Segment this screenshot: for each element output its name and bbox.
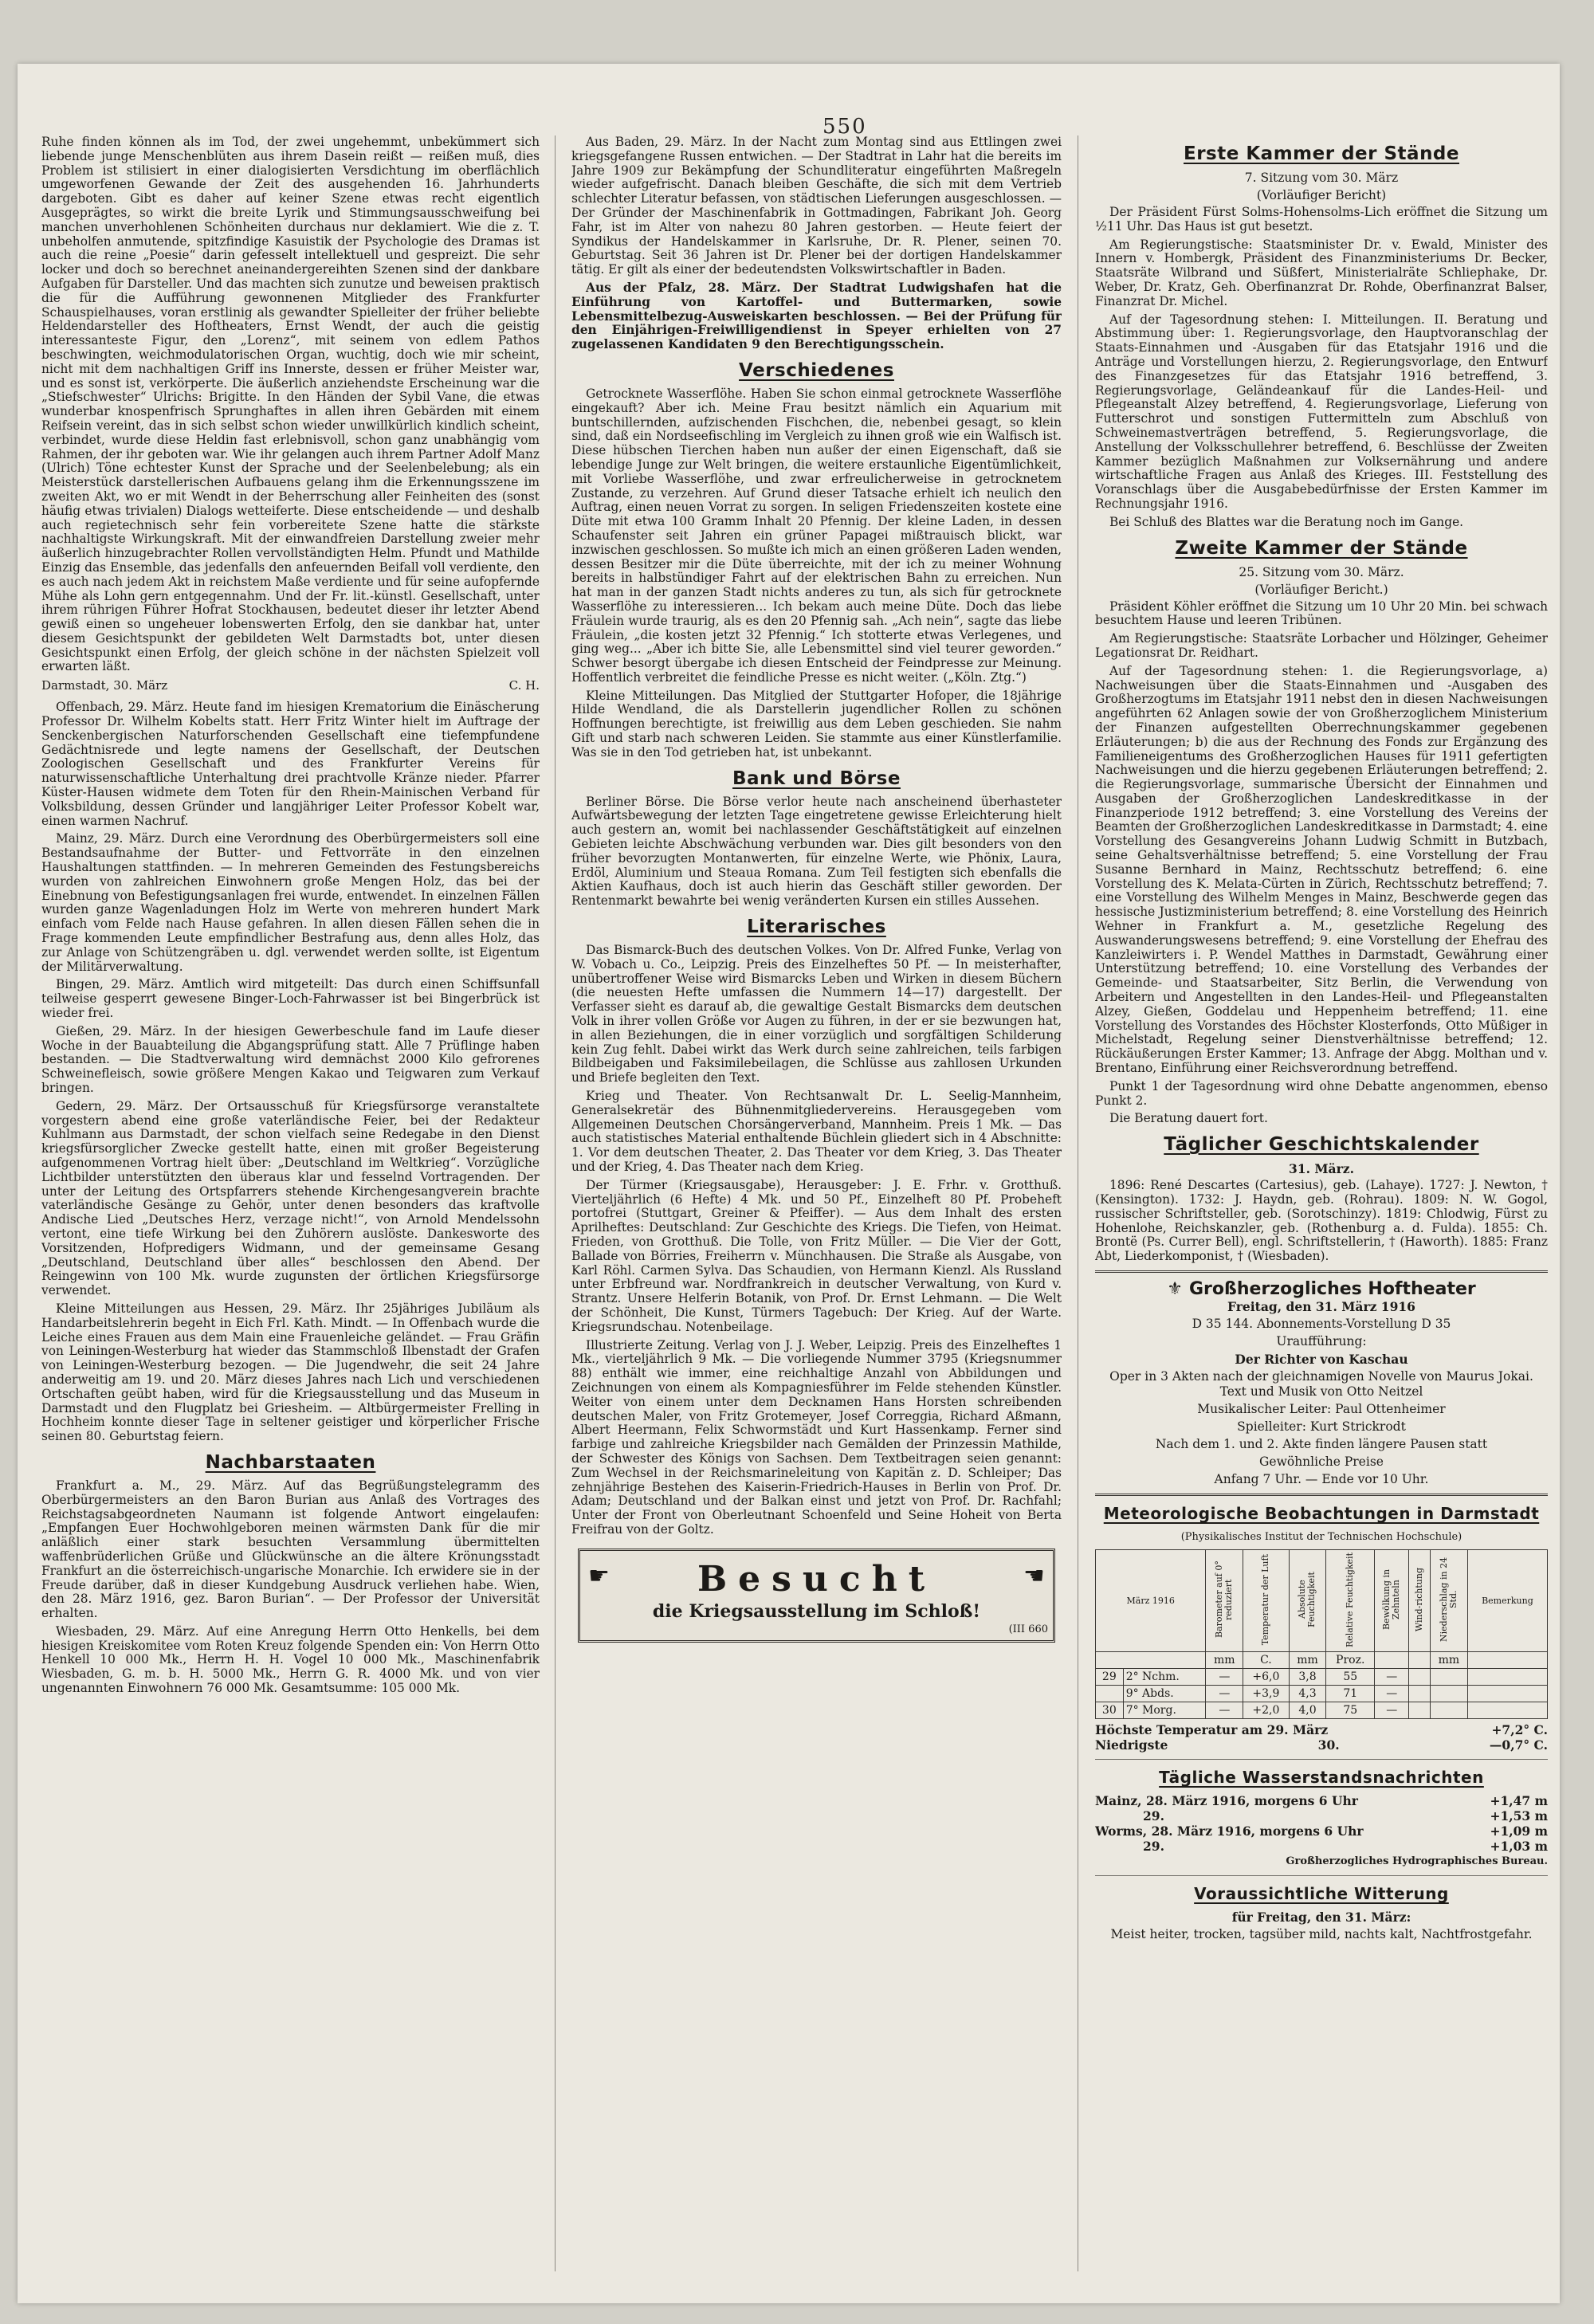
weather-cell: 75 [1326, 1702, 1375, 1719]
news-giessen: Gießen, 29. März. In der hiesigen Gewerbeschule fand im Laufe dieser Woche in der Bauabteilung die Abgangsprüfung statt. Alle 7 Prüflinge haben bestanden. — Die Stadtverwaltung wird demnächst 2000 Kilo gefrorenes Schweinefleisch, sowie größere Mengen Kakao und Teigwaren zum Verkauf bringen. [41, 1023, 540, 1095]
weather-header: Niederschlag in 24 Std. [1430, 1550, 1467, 1652]
weather-cell: — [1206, 1669, 1243, 1686]
weather-unit [1375, 1652, 1409, 1669]
first-body: Bei Schluß des Blattes war die Beratung noch im Gange. [1109, 514, 1464, 529]
second-body: Präsident Köhler eröffnet die Sitzung um 10 Uhr 20 Min. bei schwach besuchtem Hause und leeren Tribünen. [1095, 599, 1548, 628]
divider [1095, 1875, 1548, 1876]
column-right [1095, 135, 1548, 2279]
weather-unit: Proz. [1326, 1652, 1375, 1669]
second-body: Auf der Tagesordnung stehen: 1. die Regierungsvorlage, a) Nachweisungen über die Staats-Einnahmen und -Ausgaben des Großherzogtums im Etatsjahr 1911 nebst den in diesen Nachweisungen angeführten 62 Anlagen sowie der von Großherzoglichem Ministerium der Finanzen aufgestellten Oberrechnungskammer gegebenen Erläuterungen; b) die aus der Rechnung des Fonds zur Ergänzung des Familieneigentums des Großherzoglichen Hauses für 1911 gefertigten Nachweisungen und die hierzu gegebenen Erläuterungen betreffend; 2. die Regierungsvorlage, summarische Übersicht der Einnahmen und Ausgaben der Großherzoglichen Landeskreditkasse in der Finanzperiode 1912 betreffend; 3. eine Vorstellung des Vereins der Beamten der Großherzoglichen Landeskreditkasse in Darmstadt; 4. eine Vorstellung des Gesangvereins Johann Ludwig Schmitt in Butzbach, seine Gehaltsverhältnisse betreffend; 5. eine Vorstellung der Frau Susanne Bernhard in Mainz, Rechtsschutz betreffend; 6. eine Vorstellung des K. Melata-Cürten in Zürich, Rechtsschutz betreffend; 7. eine Vorstellung des Wilhelm Menges in Mainz, Beschwerde gegen das hessische Justizministerium betreffend; 8. eine Vorstellung des Heinrich Wehner in Frankfurt a. M., gesetzliche Regelung des Auswanderungswesens betreffend; 9. eine Vorstellung der Ehefrau des Kanzleiwirters i. P. Wendel Matthes in Darmstadt, Gewährung einer Unterstützung betreffend; 10. eine Vorstellung des Verbandes der Gemeinde- und Staatsarbeiter, Sitz Berlin, die Verwendung von Arbeitern und Angestellten in den Landes-Heil- und Pflegeanstalten Alzey, Gießen, Goddelau und Heppenheim betreffend; 11. eine Vorstellung des Vorstandes des Höchster Klosterfonds, Otto Müßiger in Michelstadt, Regelung seiner Dienstverhältnisse betreffend; 12. Rückäußerungen Erster Kammer; 13. Anfrage der Abgg. Molthan und v. Brentano, Einführung einer Reichsverordnung betreffend. [1095, 663, 1548, 1076]
advertisement-kriegsausstellung [578, 1549, 1055, 1643]
divider [1095, 1759, 1548, 1760]
weather-cell [1430, 1702, 1467, 1719]
weather-cell: +3,9 [1243, 1686, 1289, 1702]
table-row [1096, 1686, 1548, 1702]
first-body: Der Präsident Fürst Solms-Hohensolms-Lich eröffnet die Sitzung um ½11 Uhr. Das Haus ist gut besetzt. [1095, 205, 1548, 234]
weather-time: 7° Morg. [1123, 1702, 1206, 1719]
pointing-hand-icon: ☛ [588, 1561, 610, 1590]
second-session: 25. Sitzung vom 30. März. [1239, 564, 1404, 579]
bank-boerse: Berliner Börse. Die Börse verlor heute nach anscheinend überhasteter Aufwärtsbewegung der letzten Tage eingetretene gewisse Erleichterung hielt auch gestern an, womit bei nachlassender Geschäftstätigkeit auf einzelnen Gebieten leichte Abschwächung verbunden war. Dies gilt besonders von den früher bevorzugten Montanwerten, für einzelne Werte, wie Phönix, Laura, Erdöl, Aluminium und Steaua Romana. Zum Teil festigten sich ebenfalls die Aktien Kaufhaus, doch ist auch hierin das Geschäft stiller geworden. Der Rentenmarkt bewahrte bei wenig veränderten Kursen ein stilles Aussehen. [571, 794, 1062, 909]
theater-desc: Musikalischer Leiter: Paul Ottenheimer [1197, 1402, 1446, 1416]
section-title-literarisches: Literarisches [747, 917, 886, 938]
weather-unit: mm [1430, 1652, 1467, 1669]
weather-header: Bewölkung in Zehnteln [1375, 1550, 1409, 1652]
misc-wasserfloehe: Getrocknete Wasserflöhe. Haben Sie schon einmal getrocknete Wasserflöhe eingekauft? Aber ich. Meine Frau besitzt nämlich ein Aquarium mit buntschillernden, aufzischenden Fischchen, die, nebenbei gesagt, so klein sind, daß ein Nordseefischling im Vergleich zu ihnen groß wie ein Walfisch ist. Diese hübschen Tierchen haben nun außer der einen Eigenschaft, daß sie lebendige Junge zur Welt bringen, die weitere erstaunliche Eigentümlichkeit, mit Vorliebe Wasserflöhe, und zwar erfreulicherweise in getrocknetem Zustande, zu verzehren. Auf Grund dieser Tatsache erhielt ich neulich den Auftrag, einen neuen Vorrat zu sorgen. In seligen Friedenszeiten kostete eine Düte mit etwa 100 Gramm Inhalt 20 Pfennig. Der kleine Laden, in dessen Schaufenster seit Jahren ein grüner Papagei mißtrauisch blickt, war inzwischen geschlossen. So mußte ich mich an einen größeren Laden wenden, dessen Besitzer mir die Düte überreichte, mit der ich zu meiner Wohnung bereits in halbstündiger Fahrt auf der elektrischen Bahn zu erreichen. Nun hat man in der ganzen Stadt nichts anderes zu tun, als sich für getrocknete Wasserflöhe zu interessieren... Ich bekam auch meine Düte. Doch das liebe Fräulein wurde traurig, als es den 20 Pfennig sah. „Ach nein“, sagte das liebe Fräulein, „die kosten jetzt 32 Pfennig.“ Ich stotterte etwas Verlegenes, und ging weg... „Aber ich bitte Sie, alle Lebensmittel sind viel teurer geworden.“ Schwer besorgt übergabe ich diesen Entscheid der Feindpresse zur Meinung. Hoffentlich verbreitet die feindliche Presse es nicht weiter. („Köln. Ztg.“) [571, 386, 1062, 685]
weather-units-row [1096, 1652, 1548, 1669]
news-pfalz: Aus der Pfalz, 28. März. Der Stadtrat Ludwigshafen hat die Einführung von Kartoffel- und Buttermarken, sowie Lebensmittelbezug-Ausweiskarten beschlossen. — Bei der Prüfung für den Einjährigen-Freiwilligendienst in Speyer erhielten von 27 zugelassenen Kandidaten 9 den Berechtigungsschein. [571, 280, 1062, 352]
theater-subscription: D 35 144. Abonnements-Vorstellung D 35 [1192, 1317, 1451, 1331]
weather-cell [1467, 1702, 1547, 1719]
section-title-kalender: Täglicher Geschichtskalender [1164, 1134, 1479, 1156]
theater-times: Anfang 7 Uhr. — Ende vor 10 Uhr. [1214, 1472, 1429, 1486]
weather-cell: +2,0 [1243, 1702, 1289, 1719]
news-offenbach: Offenbach, 29. März. Heute fand im hiesigen Krematorium die Einäscherung Professor Dr. Wilhelm Kobelts statt. Herr Fritz Winter hielt im Auftrage der Senckenbergischen Naturforschenden Gesellschaft eine tiefempfundene Gedächtnisrede und legte namens der Gesellschaft, der Deutschen Zoologischen Gesellschaft und des Frankfurter Vereins für naturwissenschaftliche Unterhaltung drei prachtvolle Kränze nieder. Pfarrer Küster-Hausen widmete dem Toten für den Rhein-Mainischen Verband für Volksbildung, dessen Gründer und langjähriger Leiter Professor Kobelt war, einen warmen Nachruf. [41, 700, 540, 828]
section-title-bank: Bank und Börse [732, 767, 901, 789]
weather-subtitle: (Physikalisches Institut der Technischen Hochschule) [1180, 1531, 1462, 1543]
section-title-wetter: Meteorologische Beobachtungen in Darmstadt [1103, 1504, 1540, 1523]
weather-header: Absolute Feuchtigkeit [1289, 1550, 1326, 1652]
lit-krieg-theater: Krieg und Theater. Von Rechtsanwalt Dr. L. Seelig-Mannheim, Generalsekretär des Bühnenmitgliedervereins. Herausgegeben vom Allgemeinen Deutschen Chorsängerverband, Mannheim. Preis 1 Mk. — Das auch statistisches Material enthaltende Büchlein gliedert sich in 4 Abschnitte: 1. Vor dem deutschen Theater, 2. Das Theater vor dem Krieg, 3. Das Theater und der Krieg, 4. Das Theater nach dem Krieg. [571, 1089, 1062, 1174]
weather-cell: +6,0 [1243, 1669, 1289, 1686]
calendar-body: 1896: René Descartes (Cartesius), geb. (Lahaye). 1727: J. Newton, † (Kensington). 1732: J. Haydn, geb. (Rohrau). 1809: N. W. Gogol, russischer Schriftsteller, geb. (Sorotschinzy). 1819: Chlodwig, Fürst zu Hohenlohe, Reichskanzler, geb. (Rothenburg a. d. Fulda). 1855: Ch. Brontë (Ps. Currer Bell), engl. Schriftstellerin, † (Haworth). 1885: Franz Abt, Liederkomponist, † (Wiesbaden). [1095, 1178, 1548, 1264]
water-row: 29. +1,03 m [1143, 1839, 1548, 1854]
column-left [41, 135, 540, 2279]
first-session: 7. Sitzung vom 30. März [1244, 171, 1399, 185]
page-number: 550 [823, 115, 867, 139]
weather-low: Niedrigste 30. —0,7° C. [1095, 1737, 1548, 1753]
weather-unit: mm [1289, 1652, 1326, 1669]
forecast-text: Meist heiter, trocken, tagsüber mild, nachts kalt, Nachtfrostgefahr. [1110, 1927, 1533, 1941]
misc-kleine-mitteilungen: Kleine Mitteilungen. Das Mitglied der Stuttgarter Hofoper, die 18jährige Hilde Wendland, die als Darstellerin jugendlicher Rollen zu schönen Hoffnungen berechtigte, ist freiwillig aus dem Leben geschieden. Sie nahm Gift und starb nach schweren Leiden. Sie stammte aus einer Künstlerfamilie. Was sie in den Tod getrieben hat, ist unbekannt. [571, 688, 1062, 760]
lit-illustrierte: Illustrierte Zeitung. Verlag von J. J. Weber, Leipzig. Preis des Einzelheftes 1 Mk., vierteljährlich 9 Mk. — Die vorliegende Nummer 3795 (Kriegsnummer 88) enthält wie immer, eine reichhaltige Anzahl von Abbildungen und Zeichnungen von einem als Kompagniesführer im Felde stehenden Künstler. Weiter von einem unter dem Decknamen Hans Horsten schreibenden deutschen Maler, von Fritz Grotemeyer, Josef Correggia, Richard Aßmann, Albert Heermann, Felix Schwormstädt und Kurt Hassenkamp. Ferner sind farbige und zahlreiche Kriegsbilder nach Gemälden der Prinzessin Mathilde, der Schwester des Königs von Sachsen. Dem Textbeitragen seien genannt: Zum Wechsel in der Reichsmarineleitung von Kapitän z. D. Schleiper; Das zehnjährige Bestehen des Kaiserin-Friedrich-Hauses in Berlin von Prof. Dr. Adam; Deutschland und der Balkan einst und jetzt von Prof. Dr. Rachfahl; Unter der Front von Oberleutnant Schoenfeld und Seine Hoheit von Berta Freifrau von der Goltz. [571, 1337, 1062, 1537]
weather-cell [1467, 1686, 1547, 1702]
weather-day [1096, 1686, 1124, 1702]
weather-cell [1430, 1686, 1467, 1702]
divider [1095, 1494, 1548, 1496]
weather-table [1095, 1549, 1548, 1719]
section-title-witterung: Voraussichtliche Witterung [1194, 1884, 1449, 1903]
weather-cell: — [1375, 1686, 1409, 1702]
column-divider [555, 135, 556, 2271]
second-body: Am Regierungstische: Staatsräte Lorbacher und Hölzinger, Geheimer Legationsrat Dr. Reidhart. [1095, 631, 1548, 660]
table-row [1096, 1669, 1548, 1686]
news-frankfurt: Frankfurt a. M., 29. März. Auf das Begrüßungstelegramm des Oberbürgermeisters an den Baron Burian aus Anlaß des Vortrages des Reichstagsabgeordneten Naumann ist folgende Antwort eingelaufen: „Empfangen Euer Hochwohlgeboren meinen wärmsten Dank für die mir anläßlich einer stark besuchten Versammlung übermittelten waffenbrüderlichen Grüße und Glückwünsche an die ältere Krönungsstadt Frankfurt an die österreichisch-ungarische Monarchie. Ich erwidere sie in der Freude darüber, daß in dieser Kundgebung Ausdruck verliehen habe. Wien, den 28. März 1916, gez. Baron Burian“. — Der Professor der Universität erhalten. [41, 1478, 540, 1621]
theater-desc: Oper in 3 Akten nach der gleichnamigen Novelle von Maurus Jokai. Text und Musik von Otto Neitzel [1109, 1369, 1533, 1399]
weather-cell: 4,0 [1289, 1702, 1326, 1719]
theater-emblem-icon: ⚜ [1167, 1279, 1183, 1299]
weather-cell [1409, 1669, 1431, 1686]
first-body: Am Regierungstische: Staatsminister Dr. v. Ewald, Minister des Innern v. Hombergk, Präsident des Finanzministeriums Dr. Becker, Staatsräte Wilbrand und Süßfert, Ministerialräte Schliephake, Dr. Weber, Dr. Kratz, Geh. Oberfinanzrat Dr. Rohde, Oberfinanzrat Balser, Finanzrat Dr. Michel. [1095, 237, 1548, 308]
weather-unit [1409, 1652, 1431, 1669]
weather-unit [1467, 1652, 1547, 1669]
divider [1095, 1270, 1548, 1273]
weather-unit: mm [1206, 1652, 1243, 1669]
forecast-date: für Freitag, den 31. März: [1231, 1910, 1411, 1925]
weather-unit [1096, 1652, 1206, 1669]
calendar-date: 31. März. [1289, 1161, 1354, 1177]
section-title-zweite-kammer: Zweite Kammer der Stände [1175, 537, 1468, 559]
newspaper-page [18, 64, 1560, 2303]
lit-tuermer: Der Türmer (Kriegsausgabe), Herausgeber: J. E. Frhr. v. Grotthuß. Vierteljährlich (6 Hefte) 4 Mk. und 50 Pf., Einzelheft 80 Pf. Probeheft portofrei (Stuttgart, Greiner & Pfeiffer). — Aus dem Inhalt des ersten Aprilheftes: Deutschland: Zur Geschichte des Kriegs. Die Tiefen, von Heimat. Frieden, von Grotthuß. Die Tolle, von Fritz Müller. — Die Vier der Gott, Ballade von Börries, Freiherrn v. Münchhausen. Die Straße als Ausgabe, von Karl Röhl. Carmen Sylva. Das Schaudien, von Hermann Kienzl. Als Russland unter Erbfreund war. Nordfrankreich in deutscher Verwaltung, von Kurd v. Strantz. Unsere Helferin Botanik, von Prof. Dr. Ernst Lehmann. — Die Welt der Schönheit, Die Kunst, Türmers Tagebuch: Der Krieg. Auf der Warte. Kriegsrundschau. Notenbeilage. [571, 1177, 1062, 1334]
theater-play: Der Richter von Kaschau [1235, 1352, 1408, 1367]
weather-day: 29 [1096, 1669, 1124, 1686]
weather-time: 9° Abds. [1123, 1686, 1206, 1702]
weather-day: 30 [1096, 1702, 1124, 1719]
theater-date: Freitag, den 31. März 1916 [1227, 1299, 1415, 1314]
theater-prices: Gewöhnliche Preise [1259, 1454, 1384, 1469]
weather-high: Höchste Temperatur am 29. März +7,2° C. [1095, 1722, 1548, 1737]
review-byline [41, 678, 540, 693]
section-title-wasserstand: Tägliche Wasserstandsnachrichten [1159, 1768, 1484, 1787]
section-title-verschiedenes: Verschiedenes [739, 359, 894, 381]
weather-cell [1467, 1669, 1547, 1686]
water-row: Mainz, 28. März 1916, morgens 6 Uhr +1,47 m [1095, 1793, 1548, 1808]
water-row: Worms, 28. März 1916, morgens 6 Uhr +1,09 m [1095, 1823, 1548, 1839]
weather-cell: 3,8 [1289, 1669, 1326, 1686]
weather-header: Wind-richtung [1409, 1550, 1431, 1652]
news-mainz: Mainz, 29. März. Durch eine Verordnung des Oberbürgermeisters soll eine Bestandsaufnahme der Butter- und Fettvorräte in den einzelnen Haushaltungen stattfinden. — In mehreren Gemeinden des Festungsbereichs wurden von zahlreichen Einwohnern große Mengen Holz, das bei der Einebnung von Befestigungsanlagen frei wurde, entwendet. In einzelnen Fällen wurden ganze Wagenladungen Holz im Werte von mehreren hundert Mark einfach vom Felde nach Hause gefahren. In allen diesen Fällen sehen die in Frage kommenden Leute empfindlicher Bestrafung aus, denn alles Holz, das zur Anlage von Schützengräben u. dgl. verwendet werden sollte, ist Eigentum der Militärverwaltung. [41, 831, 540, 974]
weather-cell: 4,3 [1289, 1686, 1326, 1702]
theater-desc: Spielleiter: Kurt Strickrodt [1237, 1419, 1406, 1434]
weather-cell: — [1206, 1702, 1243, 1719]
section-title-erste-kammer: Erste Kammer der Stände [1184, 143, 1459, 164]
table-row [1096, 1702, 1548, 1719]
news-gedern: Gedern, 29. März. Der Ortsausschuß für Kriegsfürsorge veranstaltete vorgestern abend eine große vaterländische Feier, bei der Redakteur Kuhlmann aus Darmstadt, der schon vielfach seine Redegabe in den Dienst kriegsfürsorglicher Zwecke gestellt hatte, einen mit großer Begeisterung aufgenommenen Vortrag hielt über: „Deutschland im Weltkrieg“. Vorzügliche Lichtbilder unterstützten den überaus klar und fesselnd Vortragenden. Der unter der Leitung des Ortspfarrers stehende Kirchengesangverein brachte vaterländische Gesänge zu Gehör, unter denen besonders das kraftvolle Andische Lied „Deutsches Herz, verzage nicht!“, von Arnold Mendelssohn vertont, eine tiefe Wirkung bei den Zuhörern auslöste. Dankesworte des Vorsitzenden, Hofpredigers Widmann, und der gemeinsame Gesang „Deutschland, Deutschland über alles“ beschlossen den Abend. Der Reingewinn von 100 Mk. wurde zugunsten der örtlichen Kriegsfürsorge verwendet. [41, 1098, 540, 1298]
pointing-hand-icon: ☛ [1023, 1561, 1045, 1590]
ad-subtitle: die Kriegsausstellung im Schloß! [652, 1600, 981, 1622]
weather-cell [1430, 1669, 1467, 1686]
theater-notice [1095, 1279, 1548, 1487]
byline-author: C. H. [508, 678, 540, 693]
weather-cell: 71 [1326, 1686, 1375, 1702]
second-body: Punkt 1 der Tagesordnung wird ohne Debatte angenommen, ebenso Punkt 2. [1095, 1078, 1548, 1108]
byline-place: Darmstadt, 30. März [41, 678, 168, 693]
weather-cell [1409, 1702, 1431, 1719]
water-row: 29. +1,53 m [1143, 1808, 1548, 1823]
water-source: Großherzogliches Hydrographisches Bureau. [1286, 1855, 1548, 1867]
weather-header: Bemerkung [1467, 1550, 1547, 1652]
second-note: (Vorläufiger Bericht.) [1254, 582, 1388, 597]
weather-header-row [1096, 1550, 1548, 1652]
weather-cell: 55 [1326, 1669, 1375, 1686]
weather-time: 2° Nchm. [1123, 1669, 1206, 1686]
news-wiesbaden: Wiesbaden, 29. März. Auf eine Anregung Herrn Otto Henkells, bei dem hiesigen Kreiskomitee vom Roten Kreuz folgende Spenden ein: Von Herrn Otto Henkell 10 000 Mk., Herrn H. H. Vogel 10 000 Mk., Maschinenfabrik Wiesbaden, G. m. b. H. 5000 Mk., Herrn G. R. 4000 Mk. und von vier ungenannten Einwohnern 76 000 Mk. Gesamtsumme: 105 000 Mk. [41, 1623, 540, 1696]
ad-code: (III 660 [1008, 1623, 1048, 1635]
first-note: (Vorläufiger Bericht) [1256, 188, 1387, 202]
news-baden: Aus Baden, 29. März. In der Nacht zum Montag sind aus Ettlingen zwei kriegsgefangene Russen entwichen. — Der Stadtrat in Lahr hat die bereits im Jahre 1909 zur Bekämpfung der Schundliteratur eingeführten Maßregeln wieder aufgefrischt. Danach bleiben Geschäfte, die sich mit dem Vertrieb schlechter Literatur befassen, von städtischen Lieferungen ausgeschlossen. — Der Gründer der Maschinenfabrik in Gottmadingen, Fabrikant Joh. Georg Fahr, ist im Alter von nahezu 80 Jahren gestorben. — Heute feiert der Syndikus der Handelskammer in Karlsruhe, Dr. R. Plener, seinen 70. Geburtstag. Seit 36 Jahren ist Dr. Plener bei der dortigen Handelskammer tätig. Er gilt als einer der bedeutendsten Volkswirtschaftler in Baden. [571, 135, 1062, 277]
weather-unit: C. [1243, 1652, 1289, 1669]
section-title-nachbarstaaten: Nachbarstaaten [205, 1451, 376, 1473]
ad-title: Besucht [697, 1558, 936, 1600]
theater-premiere: Uraufführung: [1276, 1334, 1367, 1348]
weather-header: Barometer auf 0° reduziert [1206, 1550, 1243, 1652]
weather-header: Relative Feuchtigkeit [1326, 1550, 1375, 1652]
first-body: Auf der Tagesordnung stehen: I. Mitteilungen. II. Beratung und Abstimmung über: 1. Regierungsvorlage, den Hauptvoranschlag der Staats-Einnahmen und -Ausgaben für das Etatsjahr 1916 und die Anträge und Vorstellungen hierzu, 2. Regierungsvorlage, den Entwurf des Finanzgesetzes für das Etatsjahr 1916 betreffend, 3. Regierungsvorlage, Geländeankauf für die Landes-Heil- und Pflegeanstalt Alzey betreffend, 4. Regierungsvorlage, Lieferung von Futterschrot und sonstigen Futtermitteln zum Abschluß von Schweinemastverträgen betreffend, 5. Regierungsvorlage, die Anstellung der Volksschullehrer betreffend, 6. Beschlüsse der Zweiten Kammer bezüglich Maßnahmen zur Volksernährung und andere wirtschaftliche Fragen aus Anlaß des Krieges. III. Feststellung des Voranschlags über die Ausgabebedürfnisse der Ersten Kammer im Rechnungsjahr 1916. [1095, 312, 1548, 511]
lit-bismarck: Das Bismarck-Buch des deutschen Volkes. Von Dr. Alfred Funke, Verlag von W. Vobach u. Co., Leipzig. Preis des Einzelheftes 50 Pf. — In meisterhafter, unübertroffener Weise wird Bismarcks Leben und Wirken in diesem Büchern (die neuesten Hefte umfassen die Nummern 14—17) dargestellt. Der Verfasser sieht es darauf ab, die gewaltige Gestalt Bismarcks dem deutschen Volk in ihrer vollen Größe vor Augen zu führen, in der er sie bezwungen hat, in allen Beziehungen, die in einer vorzüglich und sorgfältigen Schilderung kein Zug fehlt. Dabei wirkt das Werk durch seine zahlreichen, teils farbigen Bildbeigaben und Faksimilebeilagen, die Schlüsse aus zahllosen Urkunden und Briefe begleiten den Text. [571, 943, 1062, 1085]
theater-desc: Nach dem 1. und 2. Akte finden längere Pausen statt [1155, 1437, 1488, 1451]
weather-cell: — [1375, 1702, 1409, 1719]
news-hessen-small: Kleine Mitteilungen aus Hessen, 29. März. Ihr 25jähriges Jubiläum als Handarbeitslehrerin begeht in Eich Frl. Kath. Mindt. — In Offenbach wurde die Leiche eines Frauen aus dem Main eine Frauenleiche geländet. — Frau Gräfin von Leiningen-Westerburg hat wieder das Stammschloß Ilbenstadt der Grafen von Leiningen-Westerburg bezogen. — Die Jugendwehr, die seit 24 Jahre anderweitig am 19. und 20. März dieses Jahres nach Lich und verschiedenen Ortschaften geübt haben, wird für die Kriegsausstellung und das Museum in Darmstadt und den Flugplatz bei Griesheim. — Altbürgermeister Frelling in Hochheim konnte dieser Tage in seltener geistiger und körperlicher Frische seinen 80. Geburtstag feiern. [41, 1301, 540, 1444]
theater-review: Ruhe finden können als im Tod, der zwei ungehemmt, unbekümmert sich liebende junge Menschenblüten aus ihrem Dasein reißt — reißen muß, dies Problem ist stilisiert in einer dialogisierten Versdichtung im oberflächlich umgeworfenen Gewande der Zeit des ausgehenden 16. Jahrhunderts dargeboten. Gibt es daher auf keiner Szene etwas recht eigentlich Ausgeprägtes, so wirkt die breite Lyrik und Stimmungsausschweifung bei manchen unverhohlenen Schönheiten durchaus nur deklamiert. Wie die z. T. unbeholfen anmutende, spitzfindige Kasuistik der Psychologie des Dramas ist auch die reine „Poesie“ darin gefesselt intellektuell und gespreizt. Die sehr locker und doch so berechnet aneinandergereihten Szenen sind der dankbare Aufgaben für Darsteller. Und das machten sich zunutze und beweisen praktisch die für die Aufführung gewonnenen Mitglieder des Frankfurter Schauspielhauses, voran erstlinig als gewandter Spielleiter der früher beliebte Heldendarsteller des Hoftheaters, Ernst Wendt, der auch die geistig interessanteste Figur, den „Lorenz“, mit seinem von edlem Pathos beschwingten, weichmodulatorischen Organ, wuchtig, doch wie mir scheint, nicht mit dem nachhaltigen Griff ins Innerste, dessen er früher Meister war, und es sonst ist, verkörperte. Die äußerlich anziehendste Erscheinung war die „Stiefschwester“ Ulrichs: Brigitte. In den Händen der Sybil Vane, die etwas wunderbar knospenfrisch Sprunghaftes in allen ihren Gebärden mit einem Reifsein vereint, das in sich selbst schon wieder unwillkürlich kindlich scheint, verbindet, wurde diese Heldin fast erlebnisvoll, schon ganz unabhängig vom Rahmen, der ihr geboten war. Wie ihr gelangen auch ihrem Partner Adolf Manz (Ulrich) Töne echtester Kunst der Sprache und der Seelenbelebung; als ein Meisterstück darstellerischen Aufbauens gelang ihm die Erkennungsszene im zweiten Akt, wo er mit Wendt in der Beherrschung aller Feinheiten des (sonst häufig etwas trivialen) Dialogs wetteiferte. Diese entscheidende — und deshalb auch regietechnisch sehr fein vorbereitete Szene hatte die stärkste nachhaltigste Wirkungskraft. Mit der einwandfreien Darstellung zweier mehr äußerlich hinzugebrachter Rollen vervollständigten Helm. Pfundt und Mathilde Einzig das Ensemble, das jedenfalls den anfeuernden Beifall voll verdiente, den es auch nach jedem Akt in reichstem Maße verdiente und für seine aufopfernde Mühe als Lohn gern entgegennahm. Und der Fr. lit.-künstl. Gesellschaft, unter ihrem rührigen Führer Hofrat Stockhausen, bedeutet dieser ihr letzter Abend gewiß einen so ungeheuer lobenswerten Erfolg, den sie dankbar hat, unter diesem Gesichtspunkt der gebildeten Welt Darmstadts bot, unter diesen Gesichtspunkt einen Erfolg, der gleich schöne in der nächsten Spielzeit voll erwarten läßt. [41, 135, 540, 674]
column-middle [571, 135, 1062, 2279]
second-body: Die Beratung dauert fort. [1109, 1111, 1268, 1126]
weather-header: März 1916 [1096, 1550, 1206, 1652]
theater-title: ⚜ Großherzogliches Hoftheater [1167, 1279, 1476, 1299]
weather-header: Temperatur der Luft [1243, 1550, 1289, 1652]
news-bingen: Bingen, 29. März. Amtlich wird mitgeteilt: Das durch einen Schiffsunfall teilweise gesperrt gewesene Binger-Loch-Fahrwasser ist bei Bingerbrück ist wieder frei. [41, 977, 540, 1021]
weather-cell: — [1206, 1686, 1243, 1702]
weather-cell [1409, 1686, 1431, 1702]
weather-cell: — [1375, 1669, 1409, 1686]
